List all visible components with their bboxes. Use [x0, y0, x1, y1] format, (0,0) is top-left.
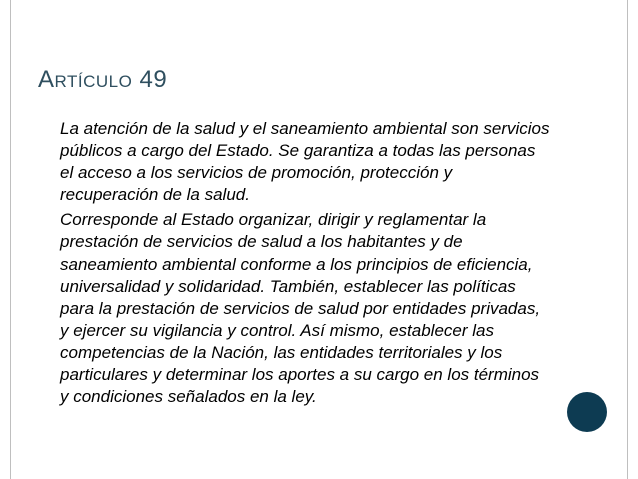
paragraph-2: Corresponde al Estado organizar, dirigir y reglamentar la prestación de servicios de salud a los habitantes y de saneamiento ambiental conforme a los principios de eficiencia, universalidad y solidaridad. También, establecer las políticas para la prestación de servicios de salud por entidades privadas, y ejercer su vigilancia y control. Así mismo, establecer las competencias de la Nación, las entidades territoriales y los particulares y determinar los aportes a su cargo en los términos y condiciones señalados en la ley. — [60, 210, 541, 407]
paragraph-1: La atención de la salud y el saneamiento ambiental son servicios públicos a cargo del Estado. Se garantiza a todas las personas el acceso a los servicios de promoción, protección y recuperación de la salud. — [60, 119, 550, 205]
frame-left-line — [10, 0, 11, 479]
slide-title — [38, 66, 167, 94]
slide-body — [60, 118, 550, 411]
slide-title-text: Artículo 49 — [38, 66, 168, 93]
frame-right-line — [627, 0, 628, 479]
accent-circle — [567, 392, 607, 432]
